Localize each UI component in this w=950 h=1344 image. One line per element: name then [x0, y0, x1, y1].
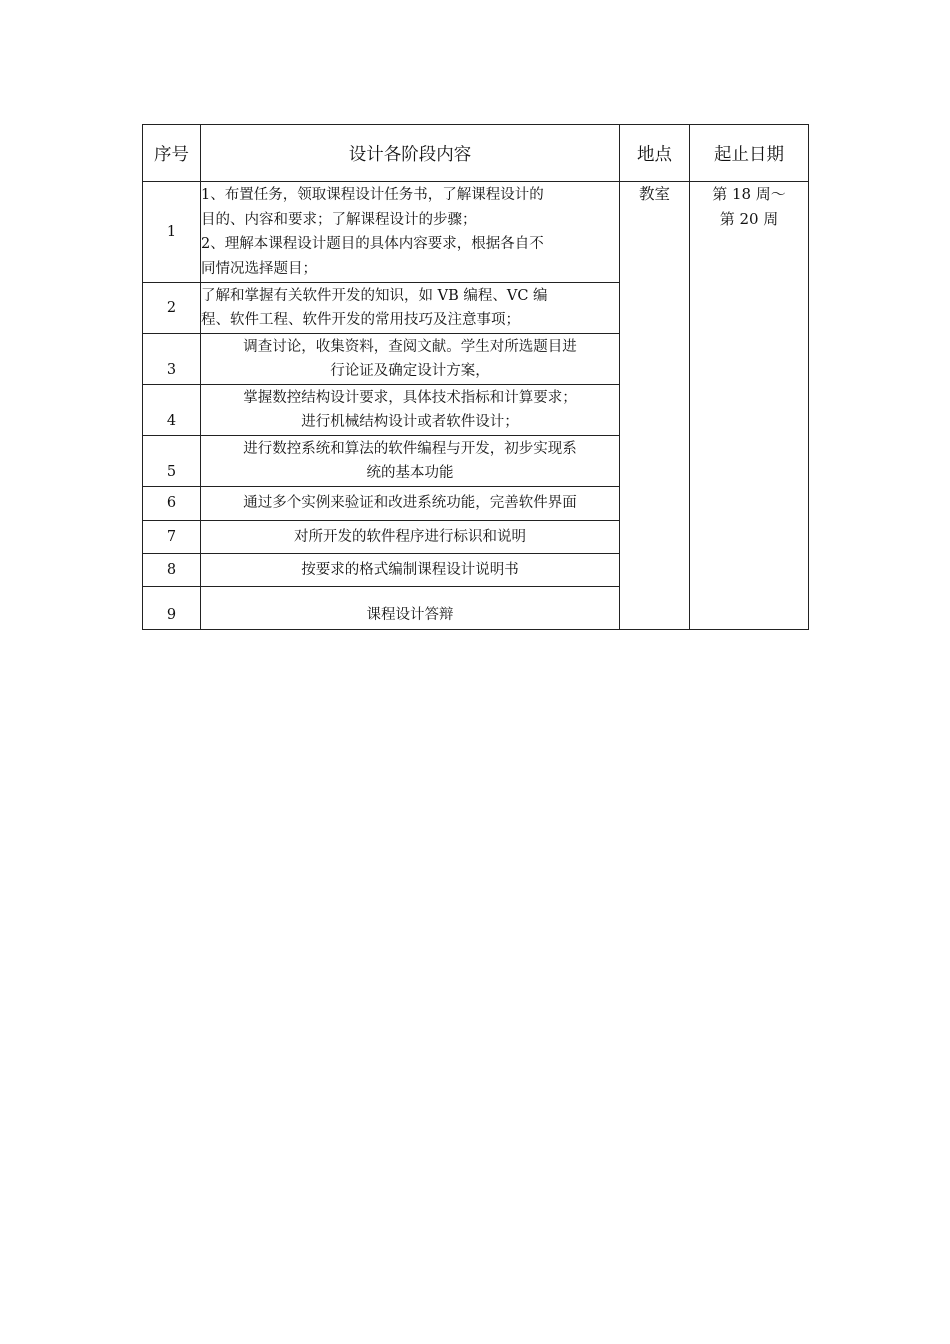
row-index: 9 [143, 587, 201, 630]
content-line: 按要求的格式编制课程设计说明书 [301, 561, 519, 578]
content-line: 掌握数控结构设计要求，具体技术指标和计算要求； [243, 389, 577, 406]
row-index: 7 [143, 521, 201, 554]
dates-line: 第 20 周 [719, 210, 779, 228]
row-content [201, 385, 620, 436]
content-line: 进行数控系统和算法的软件编程与开发，初步实现系 [243, 440, 577, 457]
content-line: 行论证及确定设计方案， [330, 363, 490, 379]
table-row [143, 182, 809, 283]
row-index: 2 [143, 283, 201, 334]
row-content [201, 587, 620, 630]
header-row [143, 125, 809, 182]
content-line: 目的、内容和要求；了解课程设计的步骤； [201, 211, 477, 228]
row-content [201, 182, 620, 283]
row-content [201, 521, 620, 554]
header-place: 地点 [620, 125, 690, 182]
content-line: 课程设计答辩 [366, 606, 454, 623]
schedule-table [142, 124, 809, 630]
row-content [201, 554, 620, 587]
dates-line: 第 18 周～ [712, 185, 786, 203]
content-line: 进行机械结构设计或者软件设计； [301, 414, 519, 430]
row-content [201, 436, 620, 487]
row-index: 8 [143, 554, 201, 587]
content-line: 通过多个实例来验证和改进系统功能，完善软件界面 [243, 495, 577, 512]
row-content [201, 487, 620, 521]
content-line: 统的基本功能 [366, 465, 454, 481]
dates-cell [690, 182, 809, 630]
place-cell: 教室 [620, 182, 690, 630]
header-dates: 起止日期 [690, 125, 809, 182]
content-line: 1、布置任务，领取课程设计任务书，了解课程设计的 [201, 187, 544, 203]
row-index: 1 [143, 182, 201, 283]
content-line: 同情况选择题目； [201, 260, 317, 277]
header-index: 序号 [143, 125, 201, 182]
row-index: 5 [143, 436, 201, 487]
content-line: 程、软件工程、软件开发的常用技巧及注意事项； [201, 312, 520, 328]
row-index: 6 [143, 487, 201, 521]
row-index: 3 [143, 334, 201, 385]
header-content: 设计各阶段内容 [201, 125, 620, 182]
content-line: 调查讨论，收集资料，查阅文献。学生对所选题目进 [243, 338, 577, 355]
content-line: 了解和掌握有关软件开发的知识，如 VB 编程、VC 编 [201, 287, 548, 304]
row-content [201, 334, 620, 385]
row-index: 4 [143, 385, 201, 436]
content-line: 对所开发的软件程序进行标识和说明 [294, 528, 526, 545]
row-content [201, 283, 620, 334]
content-line: 2、理解本课程设计题目的具体内容要求，根据各自不 [201, 236, 544, 252]
